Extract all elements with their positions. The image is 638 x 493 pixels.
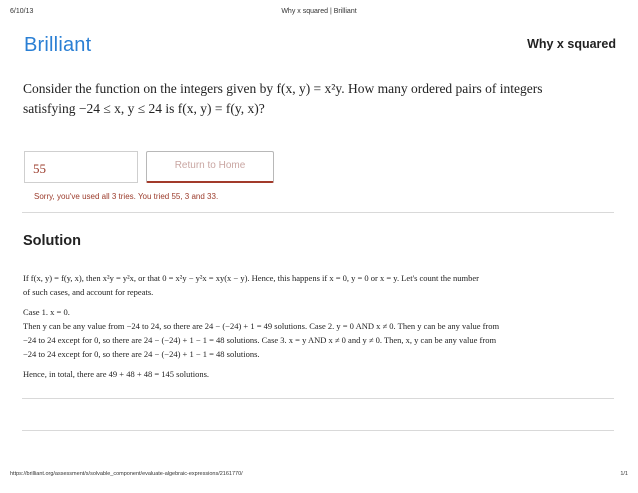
answer-field[interactable]: 55 (24, 151, 138, 183)
solution-line: Case 1. x = 0. (23, 307, 70, 317)
problem-statement (23, 79, 613, 119)
print-page-title: Why x squared | Brilliant (281, 8, 357, 15)
solution-line: Then y can be any value from −24 to 24, so there are 24 − (−24) + 1 = 49 solutions. Case 2. y = 0 AND x ≠ 0. Then y can be any value from (23, 321, 500, 331)
page-number: 1/1 (620, 471, 628, 477)
divider (22, 212, 614, 213)
solution-line: If f(x, y) = f(y, x), then x²y = y²x, or that 0 = x²y − y²x = xy(x − y). Hence, this happens if x = 0, y = 0 or x = y. Let's count the number (23, 273, 480, 283)
solution-heading: Solution (23, 233, 81, 249)
print-url: https://brilliant.org/assessment/s/solvable_component/evaluate-algebraic-expressions/2161770/ (10, 471, 243, 477)
print-footer (10, 471, 628, 483)
problem-line: satisfying −24 ≤ x, y ≤ 24 is f(x, y) = f(y, x)? (23, 101, 265, 116)
return-to-home-button[interactable]: Return to Home (146, 151, 274, 183)
solution-line: −24 to 24 except for 0, so there are 24 − (−24) + 1 − 1 = 48 solutions. (23, 349, 260, 359)
page-title: Why x squared (527, 37, 616, 51)
problem-line: Consider the function on the integers given by f(x, y) = x²y. How many ordered pairs of integers (23, 81, 543, 96)
solution-line: of such cases, and account for repeats. (23, 287, 154, 297)
divider (22, 430, 614, 431)
solution-line: −24 to 24 except for 0, so there are 24 − (−24) + 1 − 1 = 48 solutions. Case 3. x = y AND x ≠ 0 and y ≠ 0. Then, x, y can be any value from (23, 335, 497, 345)
brand-logo[interactable]: Brilliant (24, 34, 92, 56)
print-date: 6/10/13 (10, 8, 34, 15)
print-header (10, 8, 628, 20)
solution-body (23, 271, 618, 381)
solution-line: Hence, in total, there are 49 + 48 + 48 = 145 solutions. (23, 369, 209, 379)
tries-message: Sorry, you've used all 3 tries. You tried 55, 3 and 33. (34, 192, 219, 201)
divider (22, 398, 614, 399)
